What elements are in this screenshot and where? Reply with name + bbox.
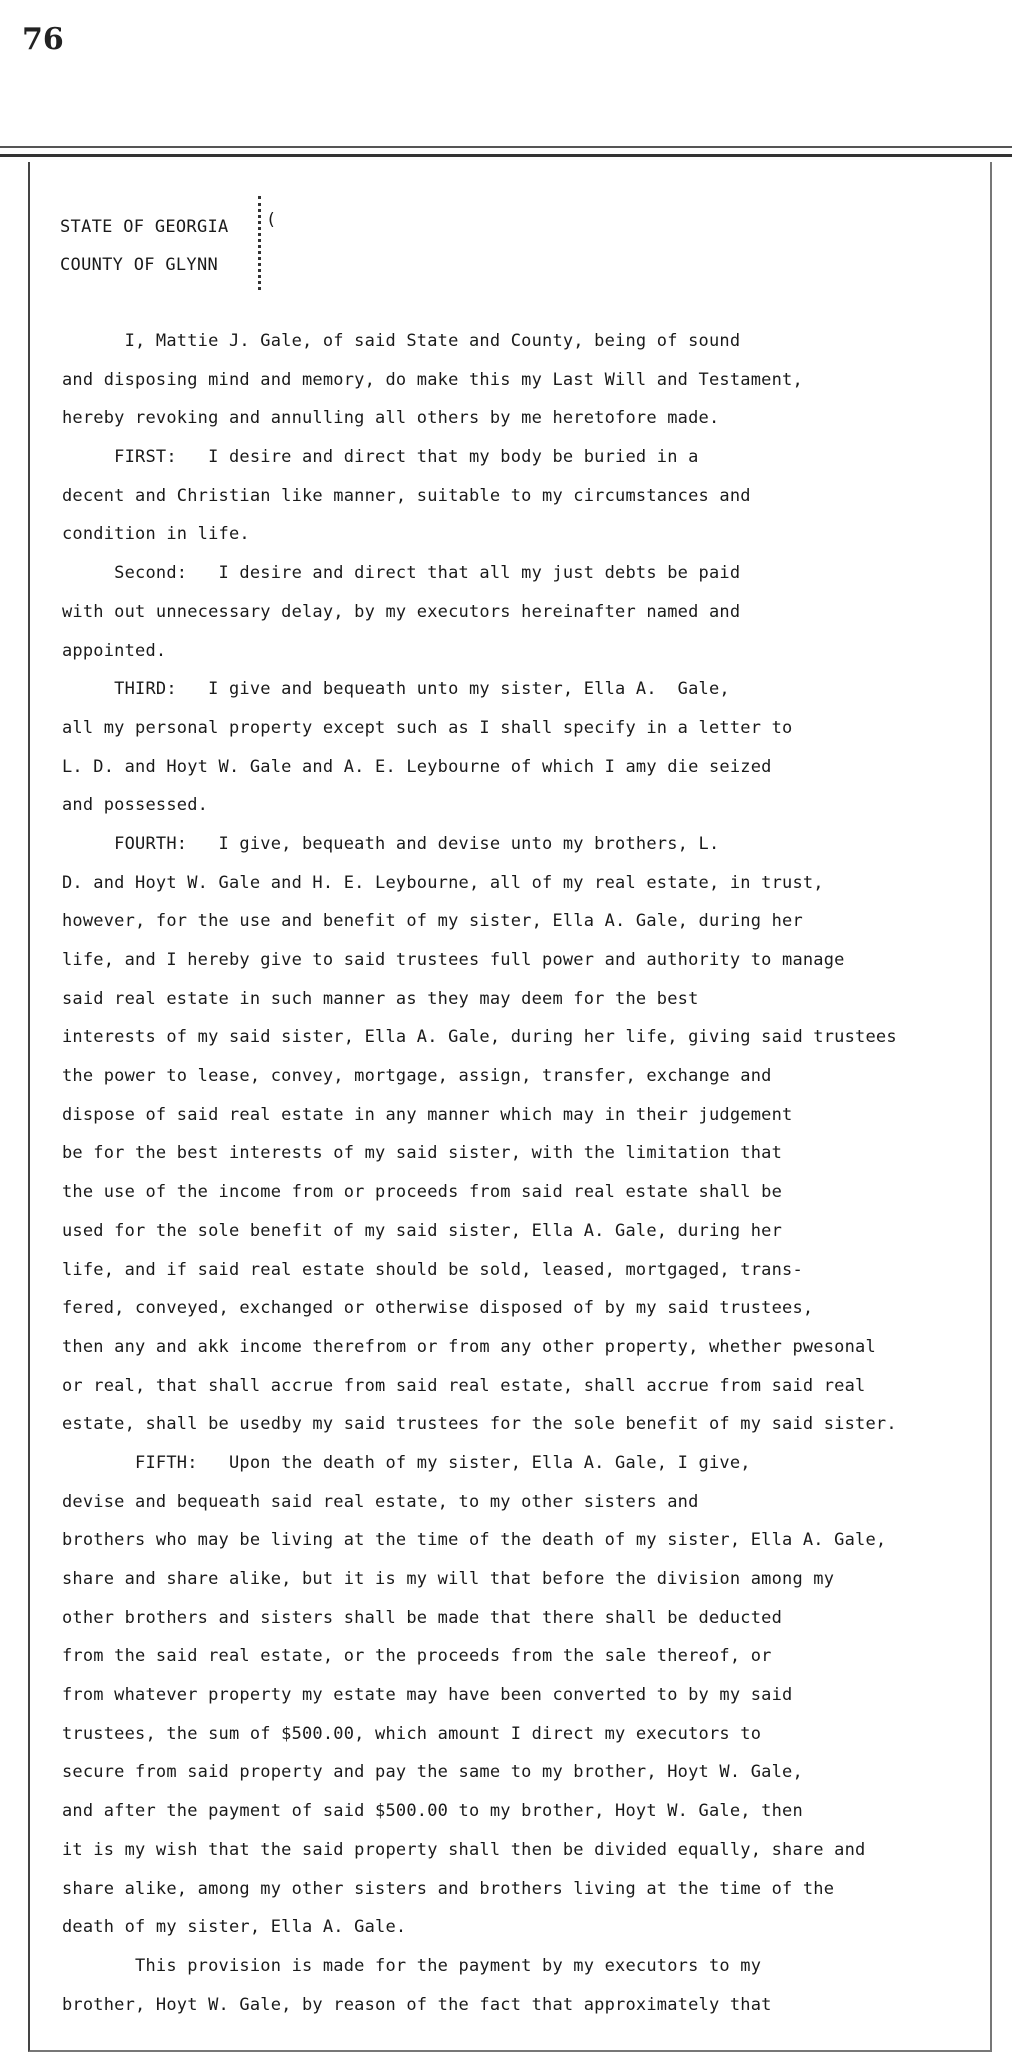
caption-state: STATE OF GEORGIA — [60, 217, 229, 237]
text-line: L. D. and Hoyt W. Gale and A. E. Leybourne of which I amy die seized — [62, 756, 772, 777]
text-line: I, Mattie J. Gale, of said State and County, being of sound — [62, 331, 741, 351]
text-line: from the said real estate, or the proceeds from the sale thereof, or — [62, 1646, 772, 1667]
text-line: life, and if said real estate should be sold, leased, mortgaged, trans- — [62, 1259, 803, 1280]
top-rule-heavy — [0, 154, 1012, 157]
text-line: Second: I desire and direct that all my just debts be paid — [62, 563, 741, 584]
text-line: said real estate in such manner as they may deem for the best — [62, 988, 699, 1009]
text-line: appointed. — [62, 640, 167, 661]
text-line: interests of my said sister, Ella A. Gale, during her life, giving said trustees — [62, 1027, 897, 1048]
text-line: decent and Christian like manner, suitable to my circumstances and — [62, 485, 751, 506]
will-body-text — [62, 322, 992, 2024]
text-line: and possessed. — [62, 795, 209, 816]
text-line: fered, conveyed, exchanged or otherwise disposed of by my said trustees, — [62, 1298, 814, 1319]
text-line: be for the best interests of my said sister, with the limitation that — [62, 1143, 783, 1164]
text-line: estate, shall be usedby my said trustees for the sole benefit of my said sister. — [62, 1414, 897, 1435]
text-line: from whatever property my estate may have been converted to by my said — [62, 1685, 793, 1706]
text-line: the power to lease, convey, mortgage, assign, transfer, exchange and — [62, 1066, 772, 1087]
text-line: D. and Hoyt W. Gale and H. E. Leybourne, all of my real estate, in trust, — [62, 872, 824, 893]
top-rule — [0, 146, 1012, 148]
text-line: then any and akk income therefrom or from any other property, whether pwesonal — [62, 1336, 876, 1357]
text-line: however, for the use and benefit of my sister, Ella A. Gale, during her — [62, 911, 803, 932]
text-line: dispose of said real estate in any manner which may in their judgement — [62, 1104, 793, 1125]
text-line: share and share alike, but it is my will that before the division among my — [62, 1569, 835, 1589]
text-line: hereby revoking and annulling all others by me heretofore made. — [62, 408, 720, 429]
text-line: trustees, the sum of $500.00, which amount I direct my executors to — [62, 1723, 762, 1744]
text-line: FOURTH: I give, bequeath and devise unto my brothers, L. — [62, 833, 720, 854]
text-line: used for the sole benefit of my said sister, Ella A. Gale, during her — [62, 1220, 783, 1241]
text-line: secure from said property and pay the same to my brother, Hoyt W. Gale, — [62, 1762, 803, 1783]
text-line: condition in life. — [62, 524, 250, 545]
text-line: brother, Hoyt W. Gale, by reason of the fact that approximately that — [62, 1994, 772, 2015]
text-line: devise and bequeath said real estate, to my other sisters and — [62, 1491, 699, 1512]
text-line: THIRD: I give and bequeath unto my sister, Ella A. Gale, — [62, 679, 730, 700]
text-line: life, and I hereby give to said trustees full power and authority to manage — [62, 950, 845, 970]
caption-county: COUNTY OF GLYNN — [60, 255, 219, 275]
text-line: and after the payment of said $500.00 to my brother, Hoyt W. Gale, then — [62, 1801, 803, 1822]
text-line: share alike, among my other sisters and brothers living at the time of the — [62, 1878, 835, 1899]
text-line: or real, that shall accrue from said real estate, shall accrue from said real — [62, 1375, 866, 1396]
text-line: other brothers and sisters shall be made that there shall be deducted — [62, 1607, 783, 1628]
page-number: 76 — [22, 22, 64, 57]
text-line: the use of the income from or proceeds from said real estate shall be — [62, 1182, 783, 1203]
caption-paren: ( — [266, 210, 277, 230]
text-line: FIFTH: Upon the death of my sister, Ella A. Gale, I give, — [62, 1452, 751, 1473]
text-line: brothers who may be living at the time of the death of my sister, Ella A. Gale, — [62, 1530, 887, 1551]
text-line: This provision is made for the payment by my executors to my — [62, 1955, 762, 1976]
text-line: death of my sister, Ella A. Gale. — [62, 1917, 407, 1938]
text-line: all my personal property except such as I shall specify in a letter to — [62, 717, 793, 738]
text-line: FIRST: I desire and direct that my body be buried in a — [62, 447, 699, 468]
caption-block — [60, 208, 229, 284]
text-line: with out unnecessary delay, by my executors hereinafter named and — [62, 601, 741, 622]
text-line: it is my wish that the said property shall then be divided equally, share and — [62, 1839, 866, 1860]
text-line: and disposing mind and memory, do make this my Last Will and Testament, — [62, 369, 803, 390]
